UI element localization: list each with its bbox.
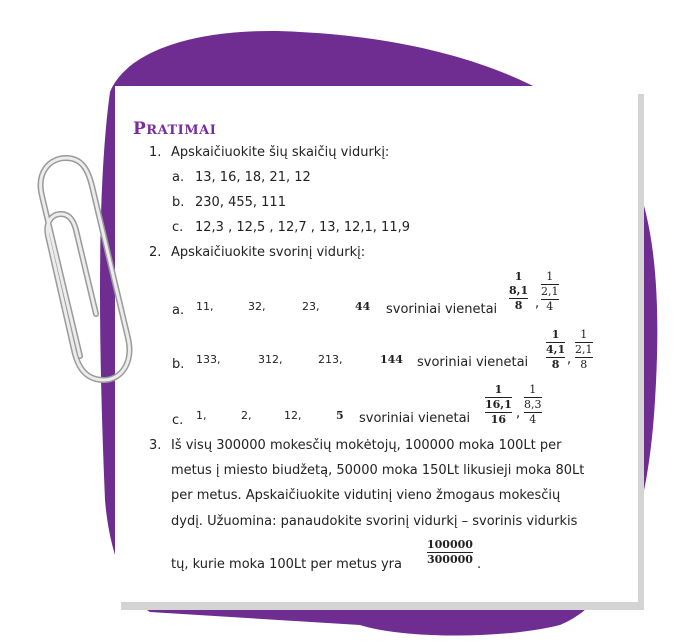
ex2-c-fraction-2: 1 8,3 4 xyxy=(524,383,542,426)
ex3-end-period: . xyxy=(477,557,482,572)
ex1-c-text: 12,3 , 12,5 , 12,7 , 13, 12,1, 11,9 xyxy=(195,220,410,235)
ex2-b-value-2: 312, xyxy=(258,353,283,366)
ex2-number: 2. xyxy=(149,245,162,260)
ex2-a-label: a. xyxy=(172,303,185,318)
ex3-line-1: Iš visų 300000 mokesčių mokėtojų, 100000 moka 100Lt per xyxy=(171,438,562,453)
ex2-a-value-1: 11, xyxy=(196,300,214,313)
ex1-number: 1. xyxy=(149,145,162,160)
ex2-a-fraction-1: 1 8,1 8 xyxy=(509,270,529,312)
ex3-line-4: dydį. Užuomina: panaudokite svorinį vidurkį – svorinis vidurkis xyxy=(171,514,578,529)
ex2-b-value-1: 133, xyxy=(196,353,221,366)
ex2-c-value-4: 5 xyxy=(336,409,344,422)
ex2-c-value-2: 2, xyxy=(241,409,252,422)
ex2-b-weights-label: svoriniai vienetai xyxy=(417,355,529,370)
ex1-b-text: 230, 455, 111 xyxy=(195,195,286,210)
ex2-b-label: b. xyxy=(172,357,185,372)
ex2-b-value-3: 213, xyxy=(318,353,343,366)
ex2-a-value-4: 44 xyxy=(355,300,371,313)
ex2-c-value-3: 12, xyxy=(284,409,302,422)
ex3-fraction: $\frac{100000}{300000}$ xyxy=(427,538,473,566)
ex2-c-fraction-1: 1 16,1 16 xyxy=(485,383,512,426)
ex3-line-5: tų, kurie moka 100Lt per metus yra xyxy=(171,557,402,572)
ex2-a-value-2: 32, xyxy=(248,300,266,313)
exercise-card: PRATIMAI 1. Apskaičiuokite šių skaičių vidurkį: a. 13, 16, 18, 21, 12 b. 230, 455, 111 c. 12,3 , 12,5 , 12,7 , 13, 12,1, 11,9 2. Apskaičiuokite svorinį vidurkį: a. 11, 32, 23, 44 svoriniai vienetai 1 8,1 8 , 1 2,1 4 b. 133, 312, 213, 144 svoriniai vienetai 1 4,1 8 , 1 2,1 8 c. 1, 2, 12, 5 svoriniai vienetai 1 16,1 16 , 1 8,3 4 3. Iš visų 300000 mokesčių mokėtojų, 100000 moka 100Lt per metus į miesto biudžetą, 50000 moka 150Lt likusieji moka 80Lt per metus. Apskaičiuokite vidutinį vieno žmogaus mokesčių dydį. Užuomina: panaudokite svorinį vidurkį – svorinis vidurkis tų, kurie moka 100Lt per metus yra $\frac{100000}{300000}$ . xyxy=(115,86,638,602)
ex1-c-label: c. xyxy=(172,220,184,235)
ex2-a-fraction-2: 1 2,1 4 xyxy=(541,270,559,313)
section-title: PRATIMAI xyxy=(133,119,217,139)
ex1-a-label: a. xyxy=(172,170,185,185)
ex2-c-label: c. xyxy=(172,413,184,428)
ex3-line-2: metus į miesto biudžetą, 50000 moka 150Lt likusieji moka 80Lt xyxy=(171,463,585,478)
ex3-line-3: per metus. Apskaičiuokite vidutinį vieno žmogaus mokesčių xyxy=(171,488,561,503)
paperclip-icon xyxy=(28,150,148,390)
ex1-b-label: b. xyxy=(172,195,185,210)
ex2-b-fraction-1: 1 4,1 8 xyxy=(546,328,566,371)
ex2-b-value-4: 144 xyxy=(380,353,403,366)
ex2-c-weights-label: svoriniai vienetai xyxy=(359,411,471,426)
ex1-text: Apskaičiuokite šių skaičių vidurkį: xyxy=(171,145,390,160)
ex2-c-value-1: 1, xyxy=(196,409,207,422)
ex3-number: 3. xyxy=(149,438,162,453)
ex2-b-fraction-2: 1 2,1 8 xyxy=(575,328,593,371)
ex2-a-value-3: 23, xyxy=(302,300,320,313)
ex1-a-text: 13, 16, 18, 21, 12 xyxy=(195,170,311,185)
ex2-text: Apskaičiuokite svorinį vidurkį: xyxy=(171,245,366,260)
ex2-a-weights-label: svoriniai vienetai xyxy=(386,302,498,317)
